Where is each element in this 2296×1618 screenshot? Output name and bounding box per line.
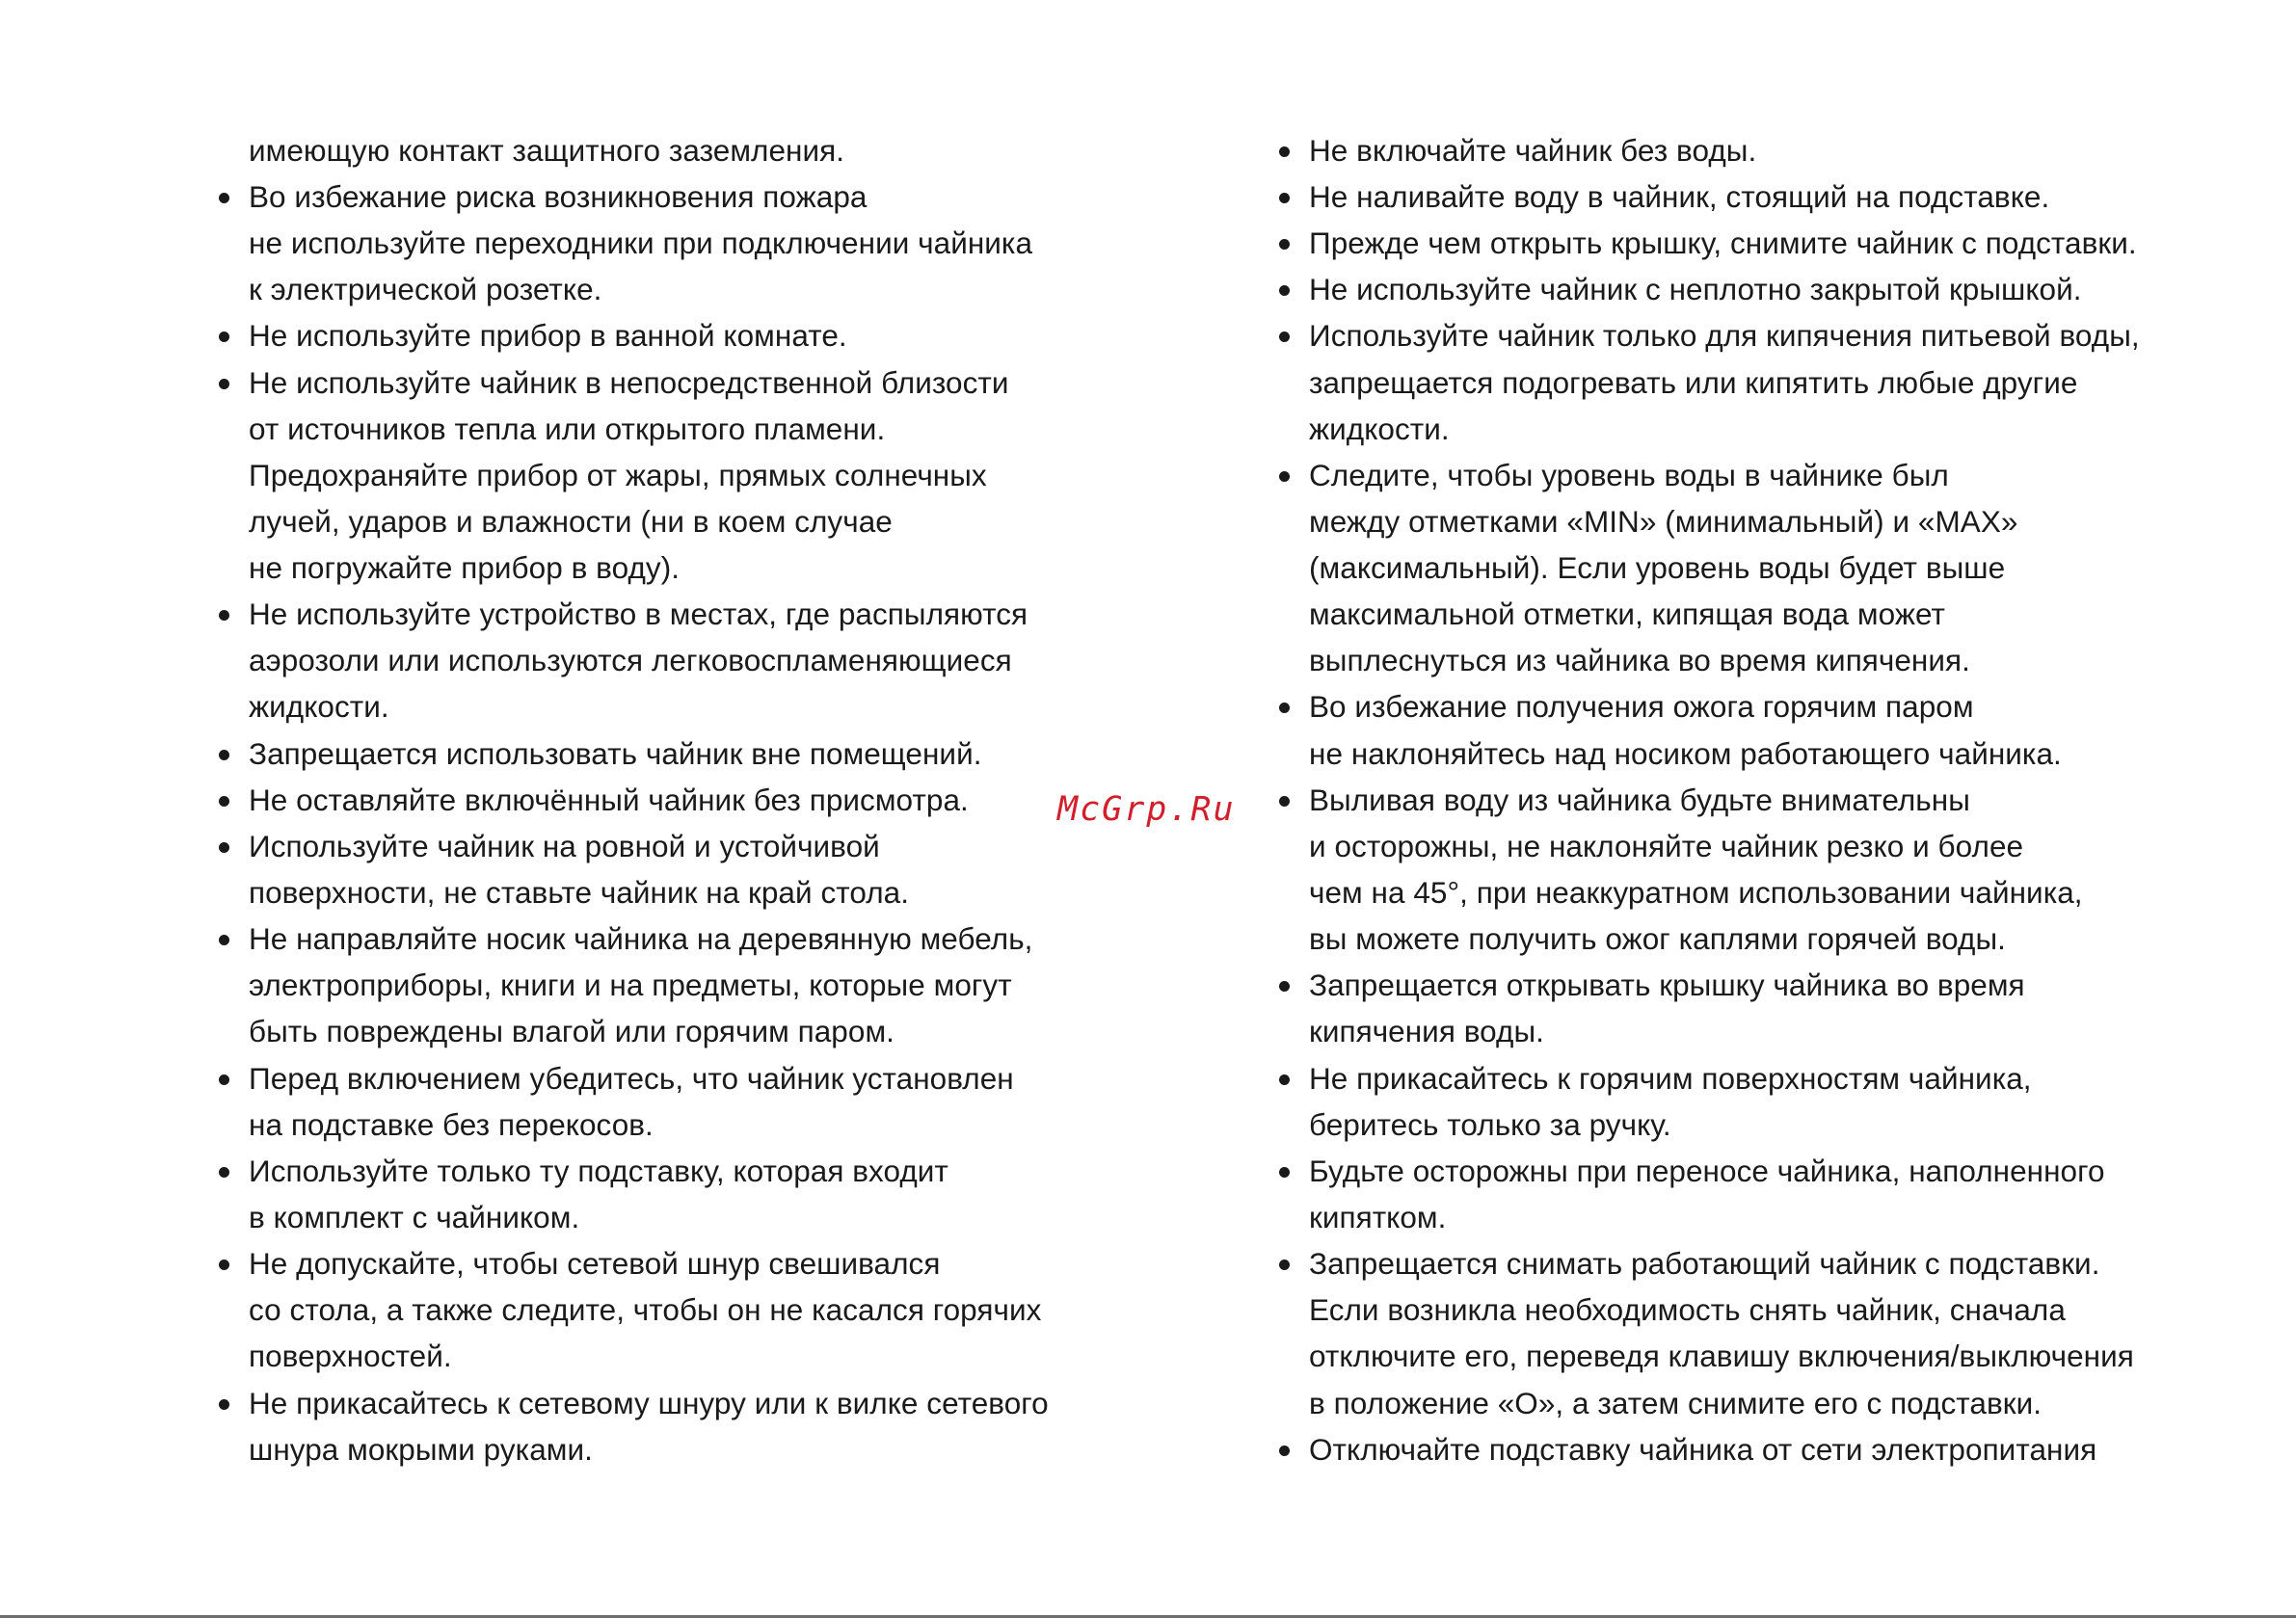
bullet-icon bbox=[1279, 703, 1290, 713]
bullet-icon bbox=[1279, 193, 1290, 203]
text-line: от источников тепла или открытого пламени. bbox=[249, 411, 886, 446]
text-line: быть повреждены влагой или горячим паром. bbox=[249, 1014, 894, 1048]
text-line: к электрической розетке. bbox=[249, 272, 602, 306]
text-line: Не направляйте носик чайника на деревянную мебель, bbox=[249, 921, 1033, 956]
text-line: шнура мокрыми руками. bbox=[249, 1432, 593, 1467]
text-line: Во избежание получения ожога горячим паром bbox=[1309, 689, 1974, 724]
bullet-icon bbox=[1279, 1260, 1290, 1270]
text-line: Не допускайте, чтобы сетевой шнур свешивался bbox=[249, 1246, 941, 1281]
bullet-icon bbox=[219, 332, 229, 342]
text-line: Не наливайте воду в чайник, стоящий на подставке. bbox=[1309, 179, 2050, 214]
text-line: кипячения воды. bbox=[1309, 1014, 1544, 1048]
text-line: не погружайте прибор в воду). bbox=[249, 550, 681, 585]
watermark-logo[interactable]: McGrp.Ru bbox=[1057, 790, 1236, 829]
text-line: не используйте переходники при подключении чайника bbox=[249, 225, 1033, 260]
text-line: (максимальный). Если уровень воды будет выше bbox=[1309, 550, 2006, 585]
bullet-icon bbox=[219, 379, 229, 389]
text-line: Предохраняйте прибор от жары, прямых солнечных bbox=[249, 458, 987, 492]
bullet-icon bbox=[1279, 1074, 1290, 1085]
text-line: Во избежание риска возникновения пожара bbox=[249, 179, 868, 214]
text-line: Выливая воду из чайника будьте внимательны bbox=[1309, 782, 1970, 817]
text-line: и осторожны, не наклоняйте чайник резко и более bbox=[1309, 829, 2024, 863]
text-line: чем на 45°, при неаккуратном использовании чайника, bbox=[1309, 875, 2083, 910]
text-line: поверхностей. bbox=[249, 1339, 452, 1373]
bullet-icon bbox=[219, 796, 229, 807]
text-line: на подставке без перекосов. bbox=[249, 1107, 654, 1142]
bullet-icon bbox=[1279, 1446, 1290, 1456]
bullet-icon bbox=[1279, 981, 1290, 992]
text-line: Прежде чем открыть крышку, снимите чайник с подставки. bbox=[1309, 225, 2137, 260]
bullet-icon bbox=[219, 1167, 229, 1178]
bullet-icon bbox=[219, 750, 229, 760]
bullet-icon bbox=[219, 610, 229, 621]
text-line: лучей, ударов и влажности (ни в коем случае bbox=[249, 504, 893, 539]
text-line: Не используйте чайник в непосредственной близости bbox=[249, 365, 1009, 400]
bullet-icon bbox=[1279, 796, 1290, 807]
text-line: Не включайте чайник без воды. bbox=[1309, 133, 1757, 168]
text-line: в положение «О», а затем снимите его с подставки. bbox=[1309, 1386, 2042, 1420]
text-line: Не прикасайтесь к сетевому шнуру или к вилке сетевого bbox=[249, 1386, 1049, 1420]
text-line: беритесь только за ручку. bbox=[1309, 1107, 1671, 1142]
text-line: Отключайте подставку чайника от сети электропитания bbox=[1309, 1432, 2097, 1467]
text-line: не наклоняйтесь над носиком работающего чайника. bbox=[1309, 736, 2062, 771]
text-line: Не прикасайтесь к горячим поверхностям чайника, bbox=[1309, 1061, 2032, 1096]
text-line: Перед включением убедитесь, что чайник установлен bbox=[249, 1061, 1014, 1096]
text-line: Используйте чайник только для кипячения питьевой воды, bbox=[1309, 318, 2140, 353]
text-line: запрещается подогревать или кипятить любые другие bbox=[1309, 365, 2078, 400]
bullet-icon bbox=[1279, 1167, 1290, 1178]
text-line: Не оставляйте включённый чайник без присмотра. bbox=[249, 782, 969, 817]
bullet-icon bbox=[219, 193, 229, 203]
text-line: Запрещается использовать чайник вне помещений. bbox=[249, 736, 982, 771]
bullet-icon bbox=[219, 1074, 229, 1085]
text-line: Используйте только ту подставку, которая входит bbox=[249, 1154, 948, 1188]
bullet-icon bbox=[1279, 239, 1290, 250]
text-line: кипятком. bbox=[1309, 1200, 1447, 1234]
text-line: электроприборы, книги и на предметы, которые могут bbox=[249, 968, 1012, 1002]
text-line: поверхности, не ставьте чайник на край стола. bbox=[249, 875, 910, 910]
text-line: в комплект с чайником. bbox=[249, 1200, 580, 1234]
bullet-icon bbox=[219, 1399, 229, 1410]
text-line: имеющую контакт защитного заземления. bbox=[249, 133, 845, 168]
text-line: Используйте чайник на ровной и устойчивой bbox=[249, 829, 880, 863]
text-line: аэрозоли или используются легковоспламеняющиеся bbox=[249, 643, 1012, 677]
text-line: выплеснуться из чайника во время кипячения. bbox=[1309, 643, 1970, 677]
text-line: Если возникла необходимость снять чайник, сначала bbox=[1309, 1292, 2066, 1327]
bullet-icon bbox=[1279, 285, 1290, 296]
text-line: вы можете получить ожог каплями горячей воды. bbox=[1309, 921, 2006, 956]
text-line: жидкости. bbox=[1309, 411, 1450, 446]
bullet-icon bbox=[219, 935, 229, 945]
text-line: Не используйте чайник с неплотно закрытой крышкой. bbox=[1309, 272, 2082, 306]
text-line: со стола, а также следите, чтобы он не касался горячих bbox=[249, 1292, 1042, 1327]
bullet-icon bbox=[1279, 332, 1290, 342]
text-line: между отметками «MIN» (минимальный) и «MAX» bbox=[1309, 504, 2018, 539]
text-line: Не используйте устройство в местах, где распыляются bbox=[249, 597, 1028, 631]
bullet-icon bbox=[1279, 471, 1290, 482]
text-line: Будьте осторожны при переносе чайника, наполненного bbox=[1309, 1154, 2105, 1188]
text-line: максимальной отметки, кипящая вода может bbox=[1309, 597, 1945, 631]
text-line: жидкости. bbox=[249, 689, 389, 724]
bullet-icon bbox=[219, 842, 229, 853]
text-line: отключите его, переведя клавишу включения/выключения bbox=[1309, 1339, 2134, 1373]
text-line: Следите, чтобы уровень воды в чайнике был bbox=[1309, 458, 1949, 492]
text-line: Не используйте прибор в ванной комнате. bbox=[249, 318, 847, 353]
bullet-icon bbox=[1279, 146, 1290, 157]
bullet-icon bbox=[219, 1260, 229, 1270]
text-line: Запрещается открывать крышку чайника во время bbox=[1309, 968, 2025, 1002]
text-line: Запрещается снимать работающий чайник с подставки. bbox=[1309, 1246, 2100, 1281]
